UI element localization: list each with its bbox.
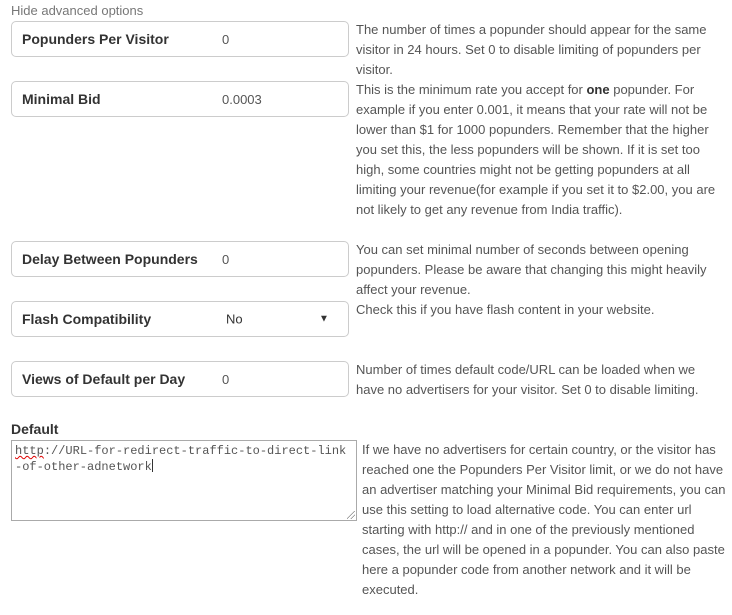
minimal-bid-help-before: This is the minimum rate you accept for — [356, 82, 587, 97]
minimal-bid-label: Minimal Bid — [22, 91, 101, 107]
default-help: If we have no advertisers for certain country, or the visitor has reached one the Popunders Per Visitor limit, or we do not have an advertiser matching your Minimal Bid requirements, you can use this setting to load alternative code. You can enter url starting with http:// and in one of the previously mentioned cases, the url will be opened in a popunder. You can also paste here a popunder code from another network and it will be executed. — [362, 442, 726, 597]
views-of-default-per-day-field — [11, 361, 349, 397]
delay-between-popunders-label: Delay Between Popunders — [22, 251, 198, 267]
minimal-bid-help — [356, 80, 726, 220]
minimal-bid-help-bold: one — [586, 82, 610, 97]
minimal-bid-help-after: popunder. For example if you enter 0.001, it means that your rate will not be lower than $1 for 1000 popunders. Remember that the higher you set this, the less popunders will be shown. If it is set too high, some countries might not be getting popunders at all limiting your revenue(for example if you set it to $2.00, you are not likely to get any revenue from India traffic). — [356, 82, 716, 217]
flash-compatibility-selected-value: No — [226, 311, 243, 327]
flash-compatibility-select[interactable] — [217, 302, 347, 336]
flash-compatibility-field — [11, 301, 349, 337]
views-of-default-per-day-label: Views of Default per Day — [22, 371, 186, 387]
resize-handle-icon[interactable] — [347, 511, 355, 519]
delay-between-popunders-field — [11, 241, 349, 277]
popunders-per-visitor-help: The number of times a popunder should appear for the same visitor in 24 hours. Set 0 to disable limiting of popunders per visitor. — [356, 22, 707, 77]
default-label: Default — [11, 421, 59, 437]
delay-between-popunders-help: You can set minimal number of seconds between opening popunders. Please be aware that changing this might heavily affect your revenue. — [356, 242, 707, 297]
delay-between-popunders-input[interactable] — [222, 247, 337, 271]
hide-advanced-options-link[interactable]: Hide advanced options — [11, 3, 144, 18]
flash-compatibility-help: Check this if you have flash content in your website. — [356, 302, 655, 317]
popunders-per-visitor-field — [11, 21, 349, 57]
popunders-per-visitor-input[interactable] — [222, 27, 337, 51]
views-of-default-per-day-help: Number of times default code/URL can be loaded when we have no advertisers for your visitor. Set 0 to disable limiting. — [356, 362, 699, 397]
text-caret — [152, 459, 153, 472]
default-value-prefix: http — [15, 444, 44, 458]
popunders-per-visitor-label: Popunders Per Visitor — [22, 31, 169, 47]
views-of-default-per-day-input[interactable] — [222, 367, 337, 391]
minimal-bid-input[interactable] — [222, 87, 337, 111]
chevron-down-icon: ▼ — [319, 313, 329, 325]
flash-compatibility-label: Flash Compatibility — [22, 311, 152, 327]
default-textarea[interactable] — [11, 440, 357, 521]
default-value-rest: ://URL-for-redirect-traffic-to-direct-link-of-other-adnetwork — [15, 444, 347, 474]
minimal-bid-field — [11, 81, 349, 117]
